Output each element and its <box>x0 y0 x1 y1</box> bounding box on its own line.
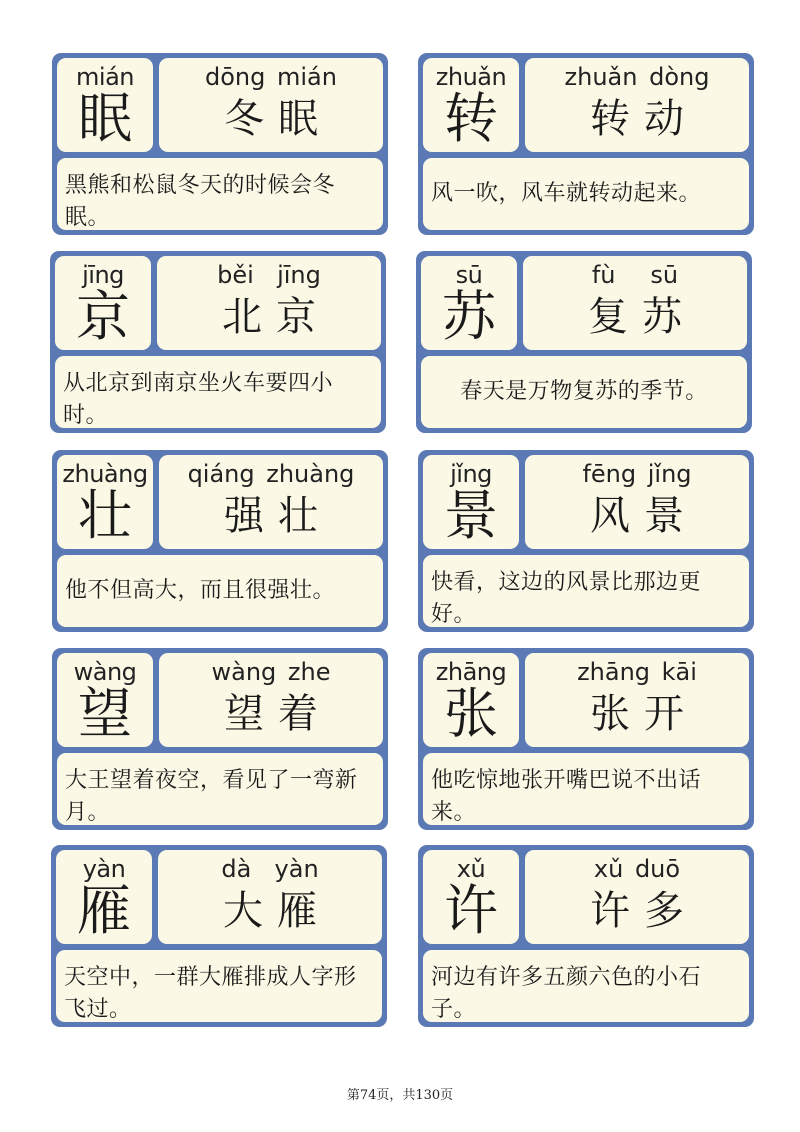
character-pinyin: xǔ <box>456 855 486 883</box>
character-pinyin: zhuǎn <box>435 63 507 91</box>
word: 张开 <box>590 691 698 737</box>
word-box <box>159 455 383 549</box>
word: 冬眠 <box>224 96 332 142</box>
word-box <box>158 850 382 944</box>
character: 眠 <box>78 87 132 150</box>
character-pinyin: jǐng <box>450 460 492 488</box>
example-sentence: 从北京到南京坐火车要四小时。 <box>63 371 334 428</box>
example-sentence: 天空中，一群大雁排成人字形飞过。 <box>64 965 357 1022</box>
character-pinyin: zhāng <box>435 658 507 686</box>
character-box <box>423 850 519 944</box>
sentence-box <box>421 356 747 428</box>
character: 景 <box>444 484 498 547</box>
word-pinyin: fù sū <box>591 261 679 289</box>
sentence-box <box>423 950 749 1022</box>
character-pinyin: yàn <box>82 855 126 883</box>
character-box <box>423 58 519 152</box>
flashcard-zhang <box>418 648 754 830</box>
word-pinyin: dōng mián <box>205 63 337 91</box>
example-sentence: 他吃惊地张开嘴巴说不出话来。 <box>431 768 702 825</box>
word-pinyin: xǔ duō <box>593 855 681 883</box>
sentence-box <box>423 753 749 825</box>
word-box <box>157 256 381 350</box>
character: 转 <box>444 87 498 150</box>
flashcard-wang <box>52 648 388 830</box>
word-pinyin: zhāng kāi <box>577 658 697 686</box>
sentence-box <box>423 158 749 230</box>
flashcard-yan <box>51 845 387 1027</box>
word-pinyin: wàng zhe <box>211 658 331 686</box>
word-box <box>523 256 747 350</box>
word-pinyin: běi jīng <box>217 261 321 289</box>
character: 壮 <box>78 484 132 547</box>
example-sentence: 快看，这边的风景比那边更好。 <box>431 570 702 627</box>
word: 复苏 <box>588 294 696 340</box>
character-box <box>56 850 152 944</box>
word-box <box>525 455 749 549</box>
character: 雁 <box>77 879 131 942</box>
character-box <box>421 256 517 350</box>
flashcard-zhuan <box>418 53 754 235</box>
word: 转动 <box>590 96 698 142</box>
word-box <box>159 653 383 747</box>
character: 张 <box>444 682 498 745</box>
character-pinyin: sū <box>455 261 483 289</box>
word: 许多 <box>590 888 698 934</box>
sentence-box <box>57 753 383 825</box>
character: 许 <box>444 879 498 942</box>
word: 望着 <box>224 691 332 737</box>
sentence-box <box>57 158 383 230</box>
flashcard-zhuang <box>52 450 388 632</box>
flashcard-jing-scenery <box>418 450 754 632</box>
word-box <box>525 850 749 944</box>
character-box <box>423 455 519 549</box>
sentence-box <box>423 555 749 627</box>
word: 北京 <box>222 294 330 340</box>
character-box <box>55 256 151 350</box>
character: 苏 <box>442 285 496 348</box>
flashcard-su <box>416 251 752 433</box>
example-sentence: 春天是万物复苏的季节。 <box>460 379 708 404</box>
character: 京 <box>76 285 130 348</box>
example-sentence: 大王望着夜空，看见了一弯新月。 <box>65 768 358 825</box>
character-box <box>423 653 519 747</box>
flashcard-xu <box>418 845 754 1027</box>
word-pinyin: zhuǎn dòng <box>564 63 710 91</box>
flashcard-jing-capital <box>50 251 386 433</box>
character: 望 <box>78 682 132 745</box>
character-pinyin: zhuàng <box>62 460 148 488</box>
example-sentence: 风一吹，风车就转动起来。 <box>431 181 702 206</box>
character-box <box>57 455 153 549</box>
word: 风景 <box>590 493 698 539</box>
word-box <box>159 58 383 152</box>
word-box <box>525 58 749 152</box>
example-sentence: 河边有许多五颜六色的小石子。 <box>431 965 702 1022</box>
word: 强壮 <box>224 493 332 539</box>
sentence-box <box>55 356 381 428</box>
example-sentence: 他不但高大，而且很强壮。 <box>65 578 336 603</box>
flashcard-mian <box>52 53 388 235</box>
sentence-box <box>56 950 382 1022</box>
word-pinyin: fēng jǐng <box>582 460 692 488</box>
word-box <box>525 653 749 747</box>
word: 大雁 <box>223 888 331 934</box>
word-pinyin: dà yàn <box>221 855 319 883</box>
example-sentence: 黑熊和松鼠冬天的时候会冬眠。 <box>65 173 336 230</box>
character-box <box>57 653 153 747</box>
character-pinyin: jīng <box>82 261 124 289</box>
character-pinyin: mián <box>76 63 134 91</box>
sentence-box <box>57 555 383 627</box>
word-pinyin: qiáng zhuàng <box>187 460 355 488</box>
page-number: 第74页，共130页 <box>346 1088 454 1103</box>
character-pinyin: wàng <box>73 658 137 686</box>
character-box <box>57 58 153 152</box>
